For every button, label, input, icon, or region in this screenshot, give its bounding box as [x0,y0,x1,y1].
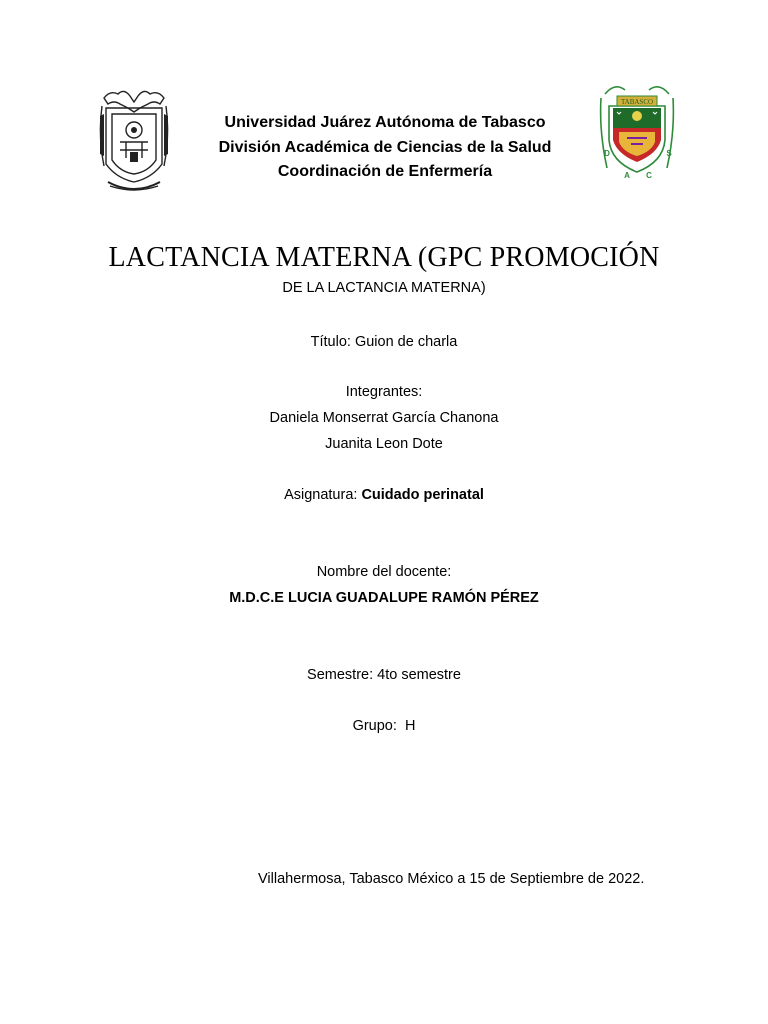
titulo-line: Título: Guion de charla [310,334,458,350]
dacs-shield-icon [597,82,677,182]
shield-letter-c: C [646,171,652,180]
coordination-name: Coordinación de Enfermería [277,163,493,180]
asignatura-line [0,487,768,503]
shield-letter-s: S [666,149,672,158]
institution-header [180,111,590,185]
grupo-line: Grupo: H [352,718,416,734]
docente-label: Nombre del docente: [316,564,452,580]
integrantes-label: Integrantes: [345,384,423,400]
asignatura-value: Cuidado perinatal [361,487,484,503]
shield-letter-d: D [604,149,610,158]
division-name: División Académica de Ciencias de la Salud [218,138,552,156]
shield-banner-text: TABASCO [620,98,654,106]
document-title: LACTANCIA MATERNA (GPC PROMOCIÓN [108,242,660,273]
ujat-crest-icon [96,86,172,196]
member-name: Juanita Leon Dote [325,436,443,452]
document-subtitle: DE LA LACTANCIA MATERNA) [282,280,486,296]
university-name: Universidad Juárez Autónoma de Tabasco [224,114,546,131]
semestre-line: Semestre: 4to semestre [307,667,461,683]
member-name: Daniela Monserrat García Chanona [269,410,499,426]
shield-letter-a: A [624,171,630,180]
asignatura-label: Asignatura: [284,487,362,503]
place-date-line: Villahermosa, Tabasco México a 15 de Septiembre de 2022. [258,871,645,887]
docente-name: M.D.C.E LUCIA GUADALUPE RAMÓN PÉREZ [229,590,539,606]
